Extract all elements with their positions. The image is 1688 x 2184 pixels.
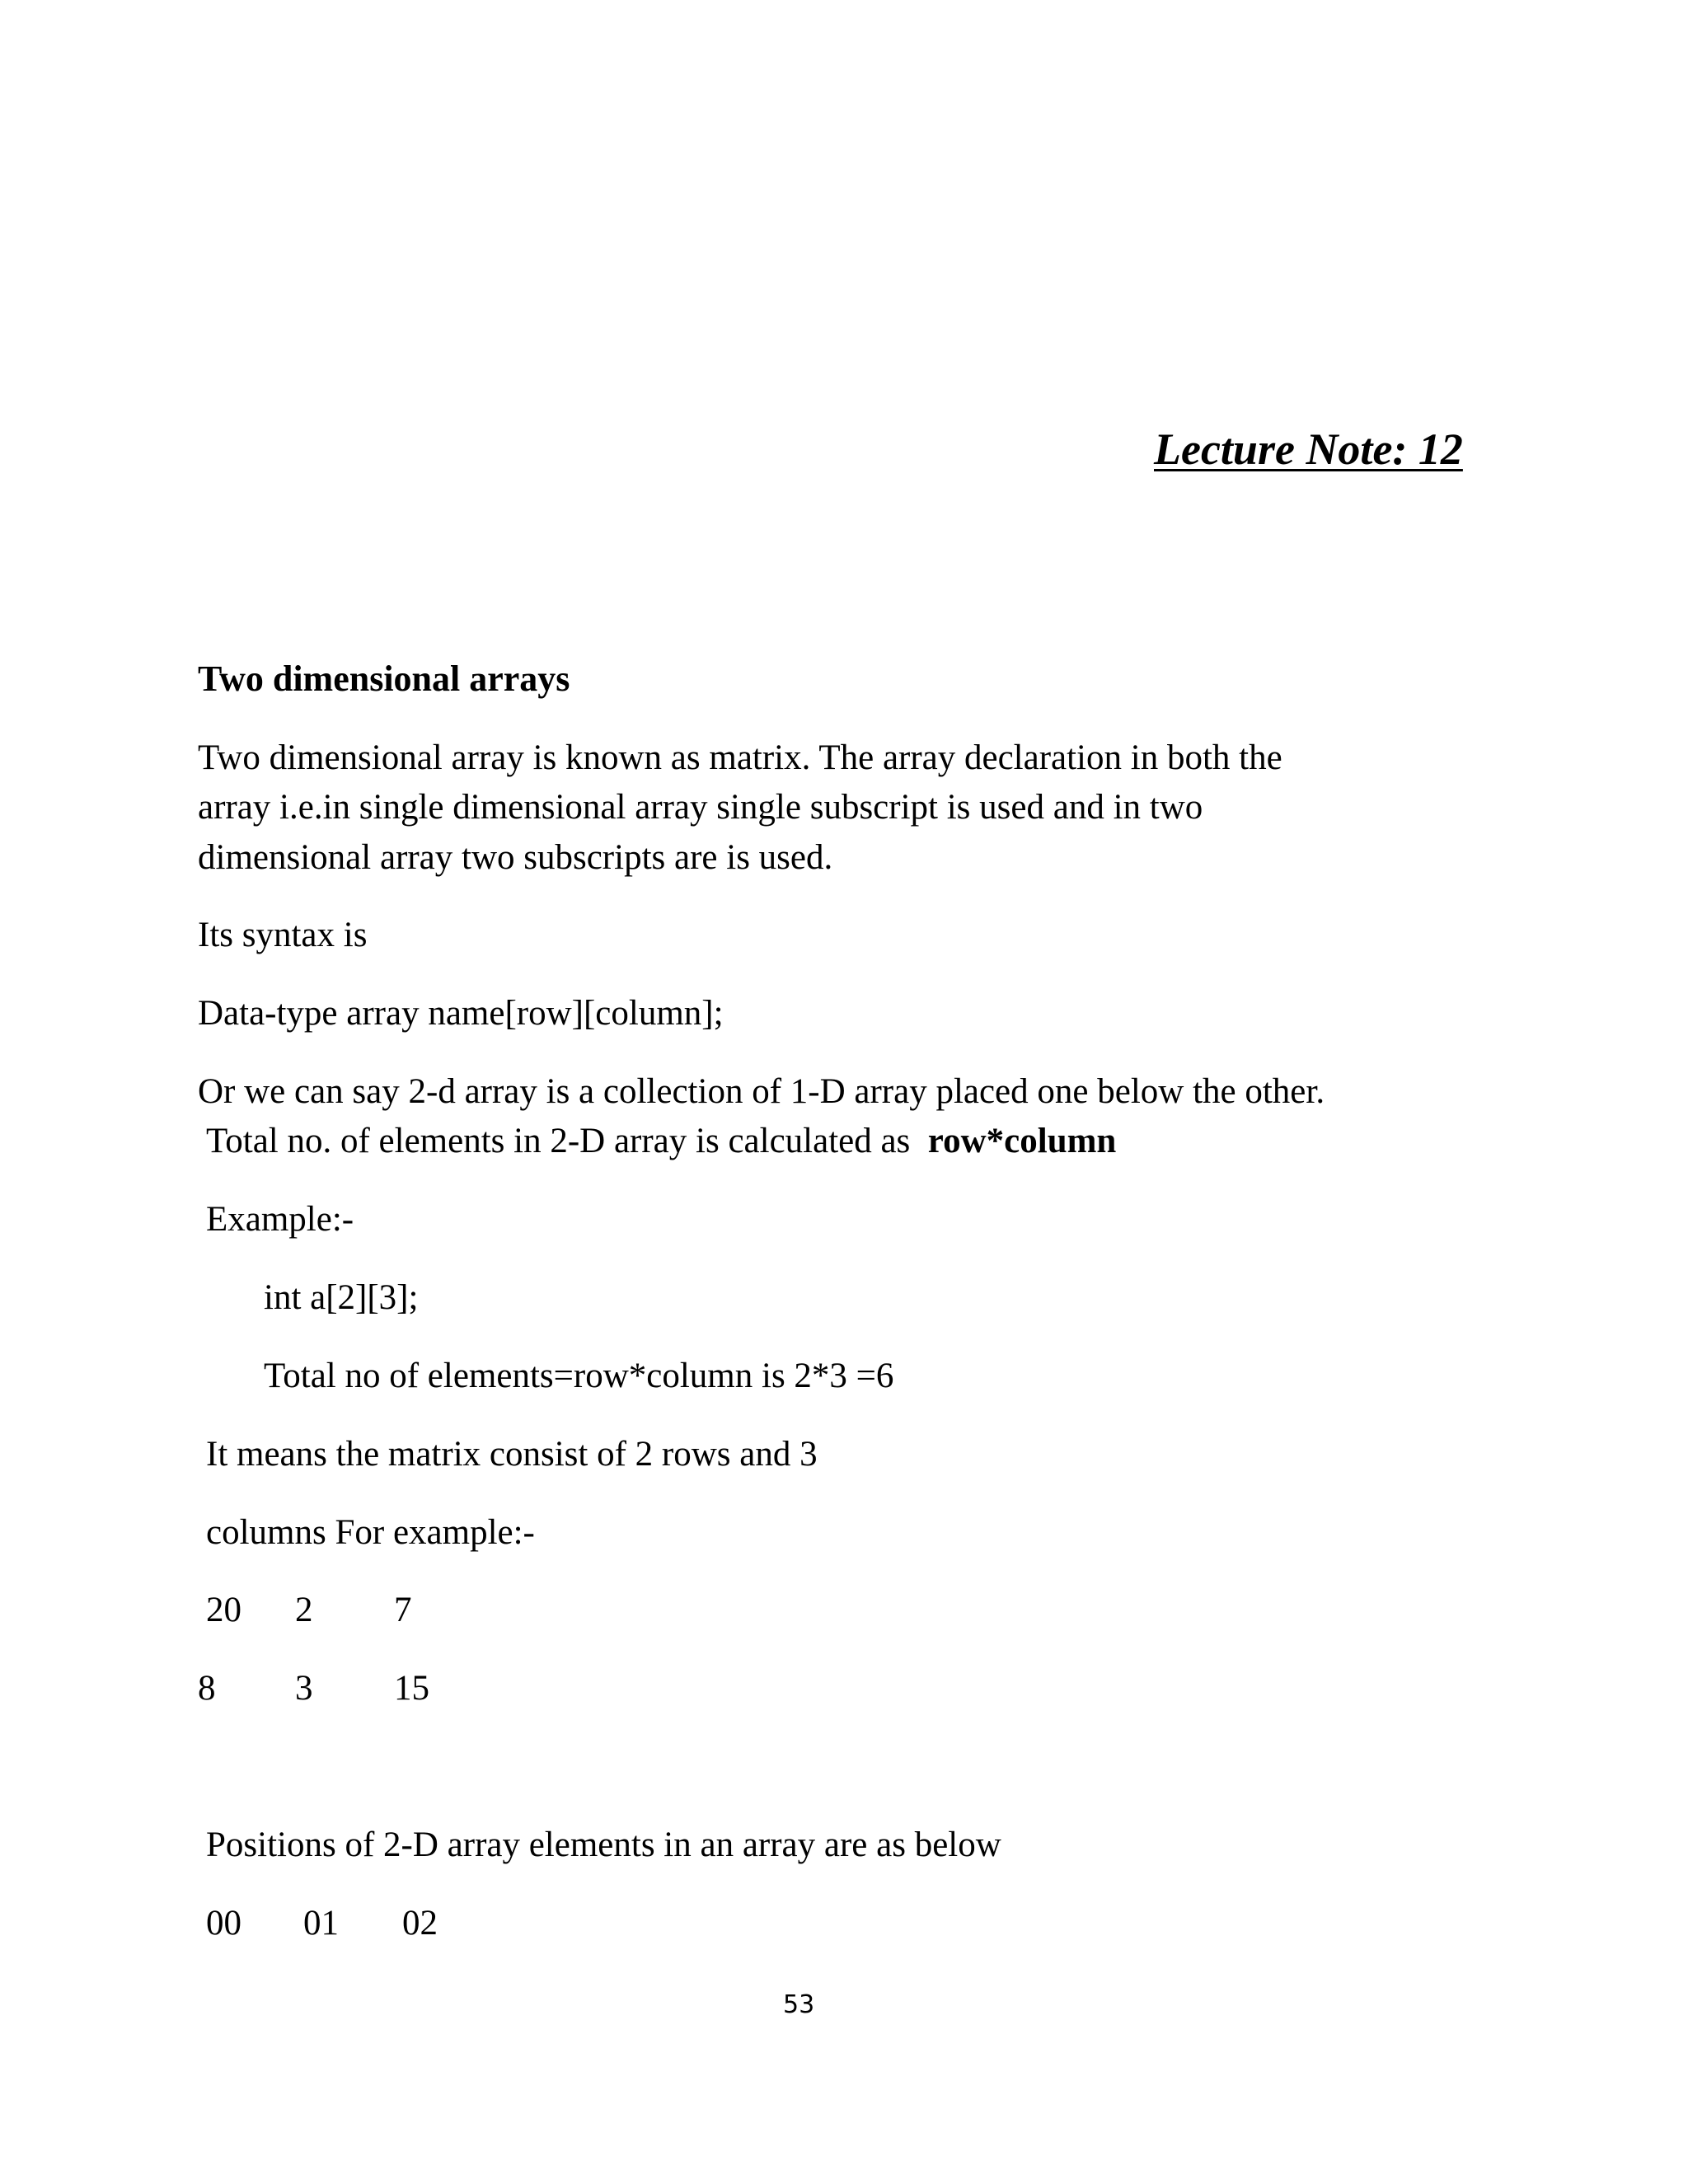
syntax-line: Data-type array name[row][column]; — [198, 994, 724, 1033]
means-line: It means the matrix consist of 2 rows and 3 — [206, 1435, 818, 1474]
matrix-cell: 8 — [198, 1669, 216, 1708]
row-column-formula: row*column — [927, 1122, 1117, 1160]
total-elements-text: Total no. of elements in 2-D array is calculated as — [206, 1122, 911, 1160]
matrix-cell: 3 — [295, 1669, 313, 1708]
intro-line-2: array i.e.in single dimensional array single subscript is used and in two — [198, 788, 1203, 827]
collection-line: Or we can say 2-d array is a collection of 1-D array placed one below the other. — [198, 1072, 1325, 1111]
matrix-cell: 15 — [394, 1669, 429, 1708]
page-number: 53 — [783, 1990, 815, 2019]
position-cell: 00 — [206, 1904, 241, 1943]
positions-line: Positions of 2-D array elements in an array are as below — [206, 1825, 1001, 1864]
position-cell: 02 — [402, 1904, 438, 1943]
matrix-cell: 20 — [206, 1591, 241, 1629]
columns-line: columns For example:- — [206, 1513, 535, 1552]
position-cell: 01 — [303, 1904, 339, 1943]
intro-line-3: dimensional array two subscripts are is used. — [198, 838, 833, 877]
section-title: Two dimensional arrays — [198, 658, 570, 699]
intro-line-1: Two dimensional array is known as matrix. The array declaration in both the — [198, 738, 1282, 777]
total-elements-line — [206, 1123, 1116, 1159]
syntax-intro: Its syntax is — [198, 916, 368, 954]
example-label: Example:- — [206, 1200, 354, 1239]
lecture-note-heading: Lecture Note: 12 — [1154, 424, 1463, 474]
code-declaration: int a[2][3]; — [264, 1278, 419, 1317]
code-total: Total no of elements=row*column is 2*3 =6 — [264, 1357, 894, 1395]
matrix-cell: 2 — [295, 1591, 313, 1629]
matrix-cell: 7 — [394, 1591, 412, 1629]
